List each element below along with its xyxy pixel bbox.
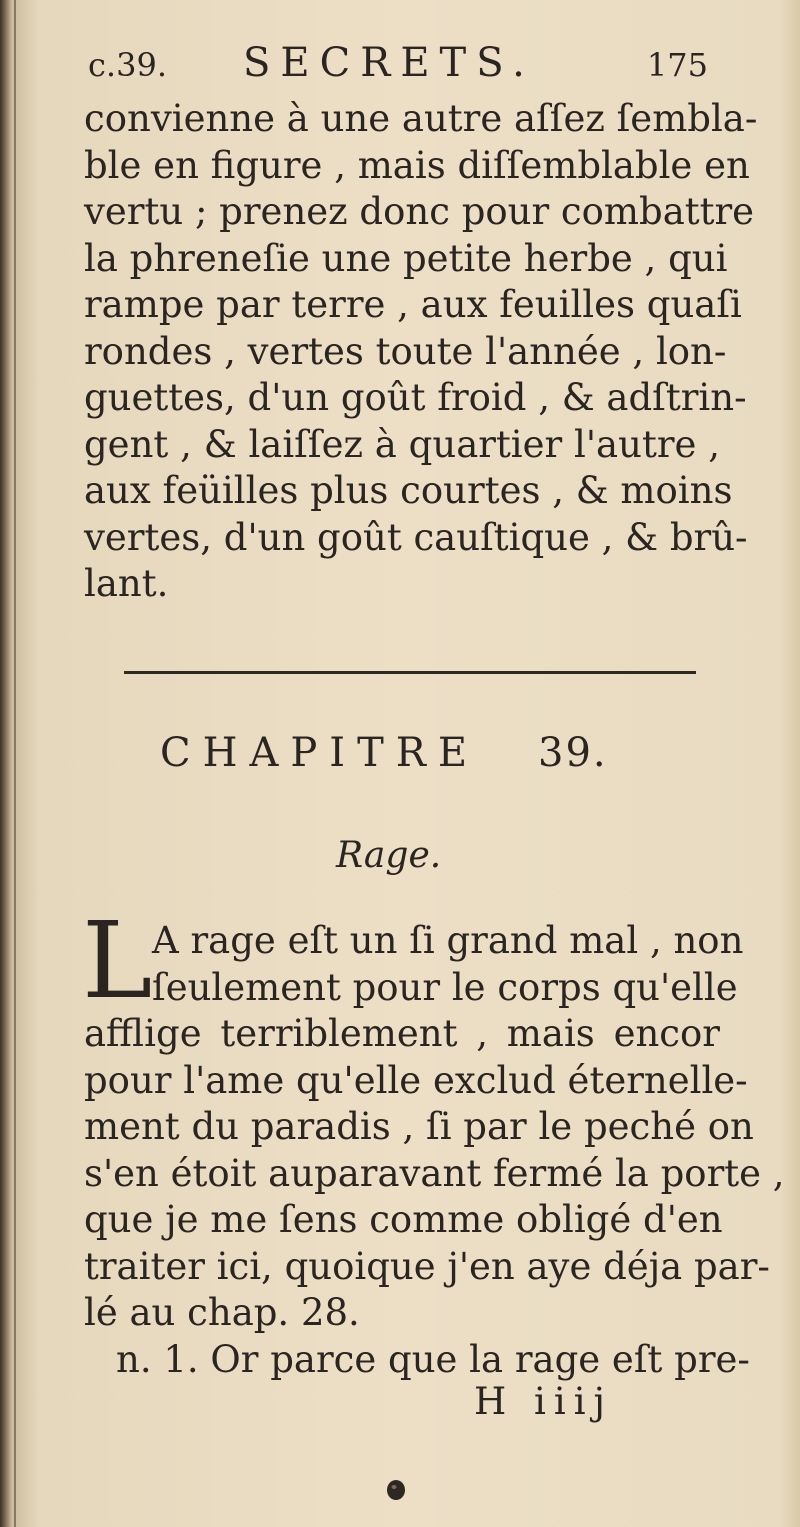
text-line: rondes , vertes toute l'année , lon- (84, 329, 727, 373)
text-line: pour l'ame qu'elle exclud éternelle- (84, 1058, 748, 1102)
text-line: convienne à une autre aſſez ſembla- (84, 97, 758, 140)
chapter-heading (160, 730, 608, 776)
text-line: gent , & laiſſez à quartier l'autre , (84, 422, 720, 466)
text-line: la phreneſie une petite herbe , qui (84, 236, 728, 280)
text-line: vertes, d'un goût cauſtique , & brû- (84, 515, 748, 559)
text-line: ment du paradis , ſi par le peché on (84, 1105, 754, 1148)
text-line: rampe par terre , aux feuilles quaſi (84, 283, 742, 326)
running-title: SECRETS. (243, 40, 535, 86)
text-line: que je me ſens comme obligé d'en (84, 1198, 723, 1241)
text-line: aux feüilles plus courtes , & moins (84, 469, 733, 512)
running-header (88, 40, 708, 90)
text-line: A rage eſt un ſi grand mal , non (152, 919, 744, 962)
text-line: traiter ici, quoique j'en aye déja par- (84, 1244, 770, 1288)
text-line: afflige terriblement , mais encor (84, 1012, 720, 1055)
text-line: n. 1. Or parce que la rage eſt pre- (116, 1337, 750, 1381)
text-line: ſeulement pour le corps qu'elle (152, 965, 738, 1009)
text-line: lé au chap. 28. (84, 1291, 360, 1334)
text-line: ble en figure , mais diſſemblable en (84, 143, 750, 187)
chapter-label: CHAPITRE (160, 730, 480, 776)
chapter-body (82, 899, 785, 1383)
page-number: 175 (646, 46, 708, 84)
page-gutter (14, 0, 16, 1527)
text-line: s'en étoit auparavant fermé la porte , (84, 1151, 785, 1195)
text-line: lant. (84, 562, 169, 605)
chapter-number: 39. (538, 730, 608, 776)
chapter-reference: c.39. (88, 46, 167, 84)
paragraph-continuation (84, 96, 758, 608)
ink-blot-ornament (384, 1478, 408, 1502)
drop-cap: L (82, 899, 153, 1022)
text-line: vertu ; prenez donc pour combattre (84, 190, 755, 233)
signature-mark: H iiij (474, 1380, 614, 1423)
text-line: guettes, d'un goût froid , & adſtrin- (84, 376, 747, 419)
chapter-subtitle: Rage. (336, 835, 442, 876)
section-rule (124, 671, 696, 674)
